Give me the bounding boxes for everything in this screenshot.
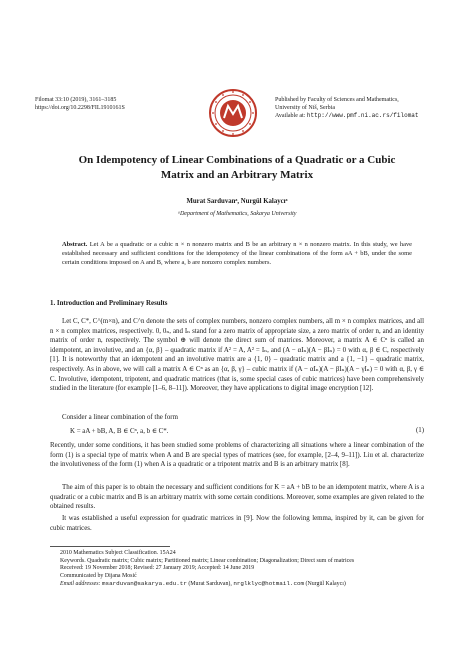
equation-number: (1) xyxy=(415,427,424,434)
footnote-keywords: Keywords. Quadratic matrix; Cubic matrix; Partitioned matrix; Linear combination; Diagonalization; Direct sum of matrices xyxy=(60,557,355,564)
paragraph-consider: Consider a linear combination of the form xyxy=(62,414,178,421)
university-seal-icon xyxy=(208,88,258,138)
email-address-2[interactable]: nrglklyc@hotmail.com xyxy=(233,580,305,588)
email-label: Email addresses: xyxy=(60,581,101,588)
footnotes xyxy=(60,550,430,589)
paragraph-intro: Let C, C*, C^(m×n), and C^n denote the sets of complex numbers, nonzero complex numbers, all m × n complex matrices, and all n × n complex matrices, respectively. 0, 0ₙ, and Iₙ stand for a zero matrix of appropriate size, a zero matrix of order n, and an identity matrix of order n, respectively. The symbol ⊕ will denote the direct sum of matrices. Moreover, a matrix A ∈ Cⁿ is called an idempotent, an involutive, and an {α, β} – quadratic matrix if A² = A, A² = Iₙ, and (A − αIₙ)(A − βIₙ) = 0 with α, β ∈ C, respectively [1]. It is noteworthy that an idempotent and an involutive matrix are a {1, 0} – quadratic matrix and a {1, −1} – quadratic matrix, respectively. As in above, we will call a matrix A ∈ Cⁿ as an {α, β, γ} – cubic matrix if (A − αIₙ)(A − βIₙ)(A − γIₙ) = 0 with α, β, γ ∈ C. Involutive, idempotent, tripotent, and quadratic matrices (that is, some special cases of cubic matrices) have been comprehensively studied in the literature (for example [1–6, 8–11]). Moreover, they have applications to digital image encryption [12]. xyxy=(50,318,424,393)
footnote-rule xyxy=(50,546,170,547)
email-address-1[interactable]: msarduvan@sakarya.edu.tr xyxy=(102,580,187,588)
publisher-info xyxy=(275,96,450,120)
journal-citation: Filomat 33:10 (2019), 3161–3185 xyxy=(35,97,117,103)
publisher-line: Published by Faculty of Sciences and Mathematics, xyxy=(275,97,399,103)
abstract-label: Abstract. xyxy=(62,241,88,248)
abstract xyxy=(62,240,412,267)
authors: Murat Sarduvanᵃ, Nurgül Kalaycıᵃ xyxy=(186,198,288,205)
equation-1 xyxy=(50,427,424,435)
publisher-university: University of Niš, Serbia xyxy=(275,105,335,111)
equation-body: K = aA + bB, A, B ∈ Cⁿ, a, b ∈ C*. xyxy=(70,428,169,435)
paragraph-lemma-intro: It was established a useful expression for quadratic matrices in [9]. Now the following lemma, inspired by it, can be given for cubic matrices. xyxy=(50,515,424,532)
available-at xyxy=(275,112,450,120)
journal-info xyxy=(35,96,195,112)
footnote-received: Received: 19 November 2018; Revised: 27 January 2019; Accepted: 14 June 2019 xyxy=(60,565,255,572)
paper-title xyxy=(40,153,434,182)
section-heading: 1. Introduction and Preliminary Results xyxy=(50,300,168,307)
journal-doi[interactable]: https://doi.org/10.2298/FIL1910161S xyxy=(35,105,125,111)
footnote-emails xyxy=(60,580,430,589)
title-line-1: On Idempotency of Linear Combinations of a Quadratic or a Cubic xyxy=(78,154,396,166)
paragraph-recently: Recently, under some conditions, it has been studied some problems of characterizing all situations where a linear combination of the form (1) is a special type of matrix when A and B are special types of matrices (see, for example, [2–4, 9–11]). Liu et al. characterize the involutiveness of the form (1) when A is a quadratic or a tripotent matrix and B is an arbitrary matrix [8]. xyxy=(50,442,424,469)
affiliation: ᵃDepartment of Mathematics, Sakarya University xyxy=(177,211,297,217)
abstract-text: Let A be a quadratic or a cubic n × n nonzero matrix and B be an arbitrary n × n nonzero matrix. In this study, we have established necessary and sufficient conditions for the idempotency of the linear combinations of the form aA + bB, under the some certain conditions imposed on A and B, where a, b are nonzero complex numbers. xyxy=(62,241,412,266)
paragraph-aim: The aim of this paper is to obtain the necessary and sufficient conditions for K = aA + bB to be an idempotent matrix, where A is a quadratic or a cubic matrix and B is an arbitrary matrix with some certain conditions. Moreover, some examples are given related to the obtained results. xyxy=(50,484,424,511)
footnote-msc: 2010 Mathematics Subject Classification. 15A24 xyxy=(60,550,176,556)
email-name-2: (Nurgül Kalaycı) xyxy=(304,581,346,588)
available-label: Available at: xyxy=(275,113,306,119)
footnote-communicated: Communicated by Dijana Mosić xyxy=(60,572,137,579)
journal-url[interactable]: http://www.pmf.ni.ac.rs/filomat xyxy=(306,112,419,119)
title-line-2: Matrix and an Arbitrary Matrix xyxy=(160,168,314,181)
email-name-1: (Murat Sarduvan), xyxy=(186,581,232,588)
